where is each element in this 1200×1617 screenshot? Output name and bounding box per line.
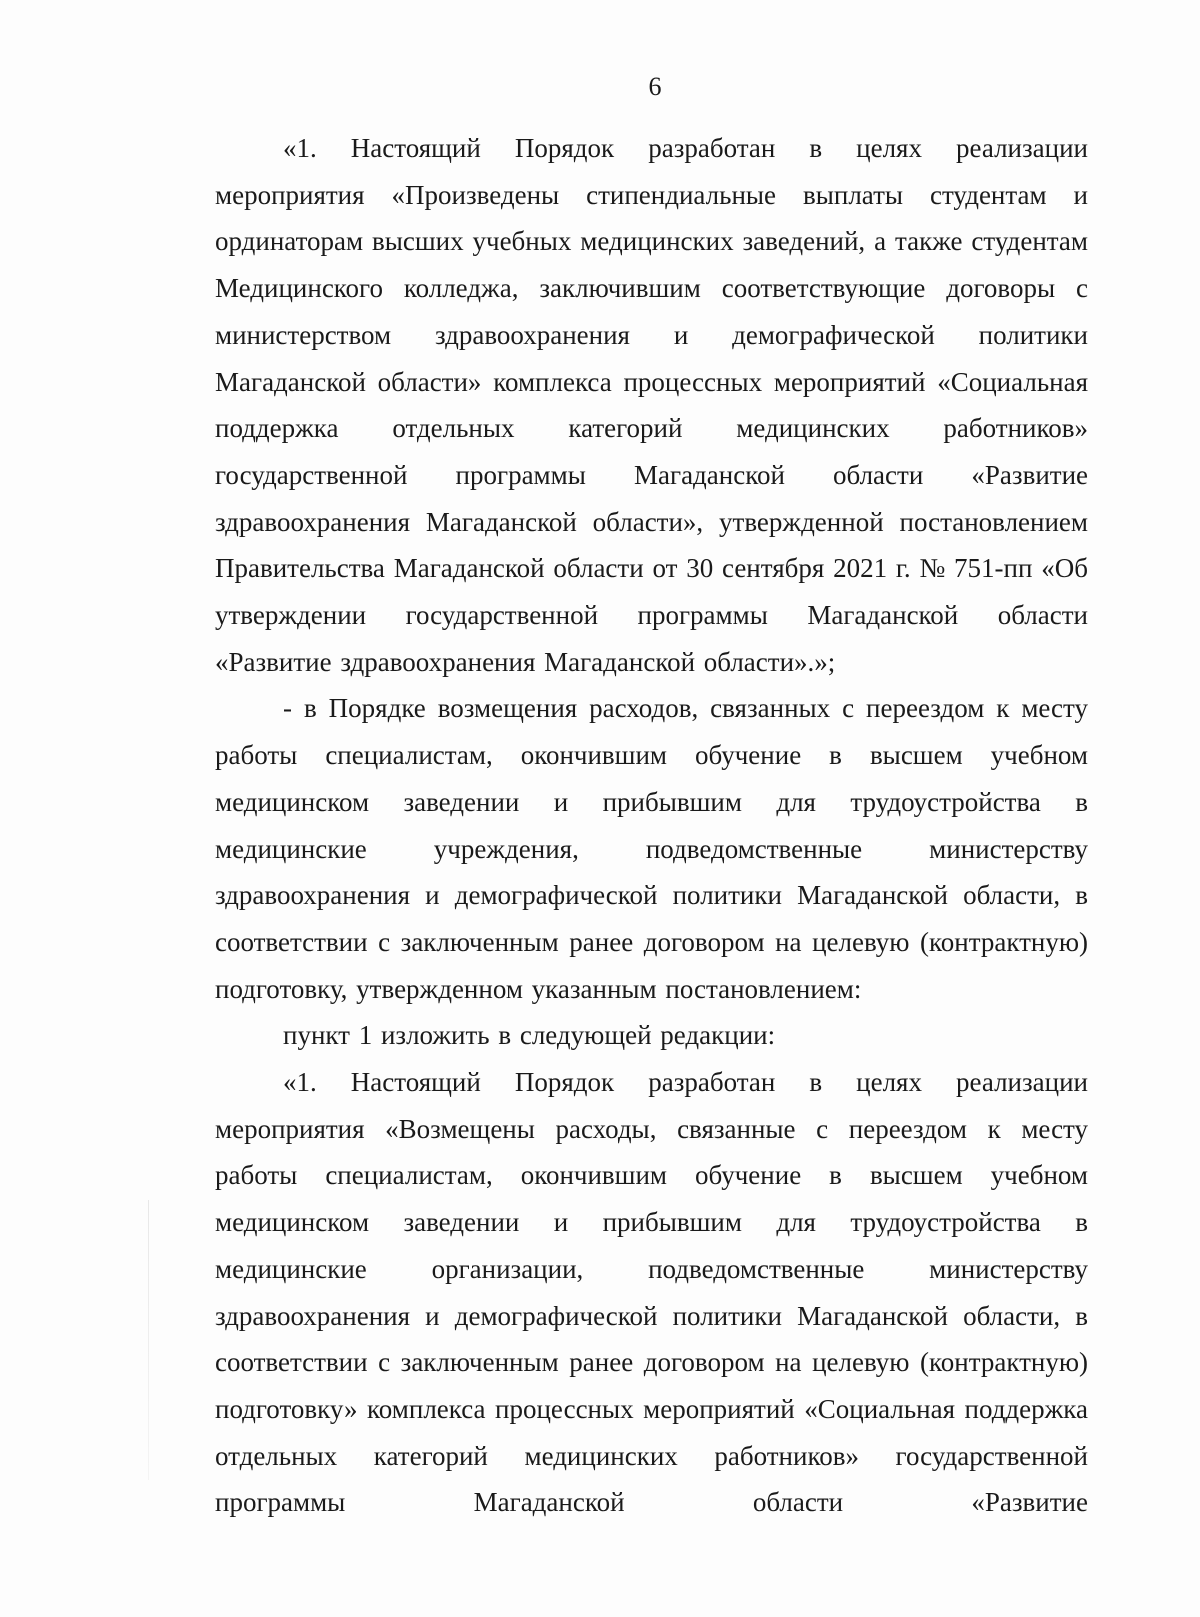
- paragraph-4: «1. Настоящий Порядок разработан в целях реализации мероприятия «Возмещены расходы, связанные с переездом к месту работы специалистам, окончившим обучение в высшем учебном медицинском заведении и прибывшим для трудоустройства в медицинские организации, подведомственные министерству здравоохранения и демографической политики Магаданской области, в соответствии с заключенным ранее договором на целевую (контрактную) подготовку» комплекса процессных мероприятий «Социальная поддержка отдельных категорий медицинских работников» государственной программы Магаданской области «Развитие: [215, 1067, 1088, 1518]
- scan-artifact: [148, 1200, 149, 1480]
- paragraph-1: «1. Настоящий Порядок разработан в целях реализации мероприятия «Произведены стипендиальные выплаты студентам и ординаторам высших учебных медицинских заведений, а также студентам Медицинского колледжа, заключившим соответствующие договоры с министерством здравоохранения и демографической политики Магаданской области» комплекса процессных мероприятий «Социальная поддержка отдельных категорий медицинских работников» государственной программы Магаданской области «Развитие здравоохранения Магаданской области», утвержденной постановлением Правительства Магаданской области от 30 сентября 2021 г. № 751-пп «Об утверждении государственной программы Магаданской области «Развитие здравоохранения Магаданской области».»;: [215, 133, 1088, 677]
- page-number: 6: [648, 72, 662, 101]
- paragraph-3: пункт 1 изложить в следующей редакции:: [283, 1020, 776, 1051]
- document-body: [215, 125, 1088, 1526]
- paragraph-2: - в Порядке возмещения расходов, связанных с переездом к месту работы специалистам, окончившим обучение в высшем учебном медицинском заведении и прибывшим для трудоустройства в медицинские учреждения, подведомственные министерству здравоохранения и демографической политики Магаданской области, в соответствии с заключенным ранее договором на целевую (контрактную) подготовку, утвержденном указанным постановлением:: [215, 693, 1088, 1004]
